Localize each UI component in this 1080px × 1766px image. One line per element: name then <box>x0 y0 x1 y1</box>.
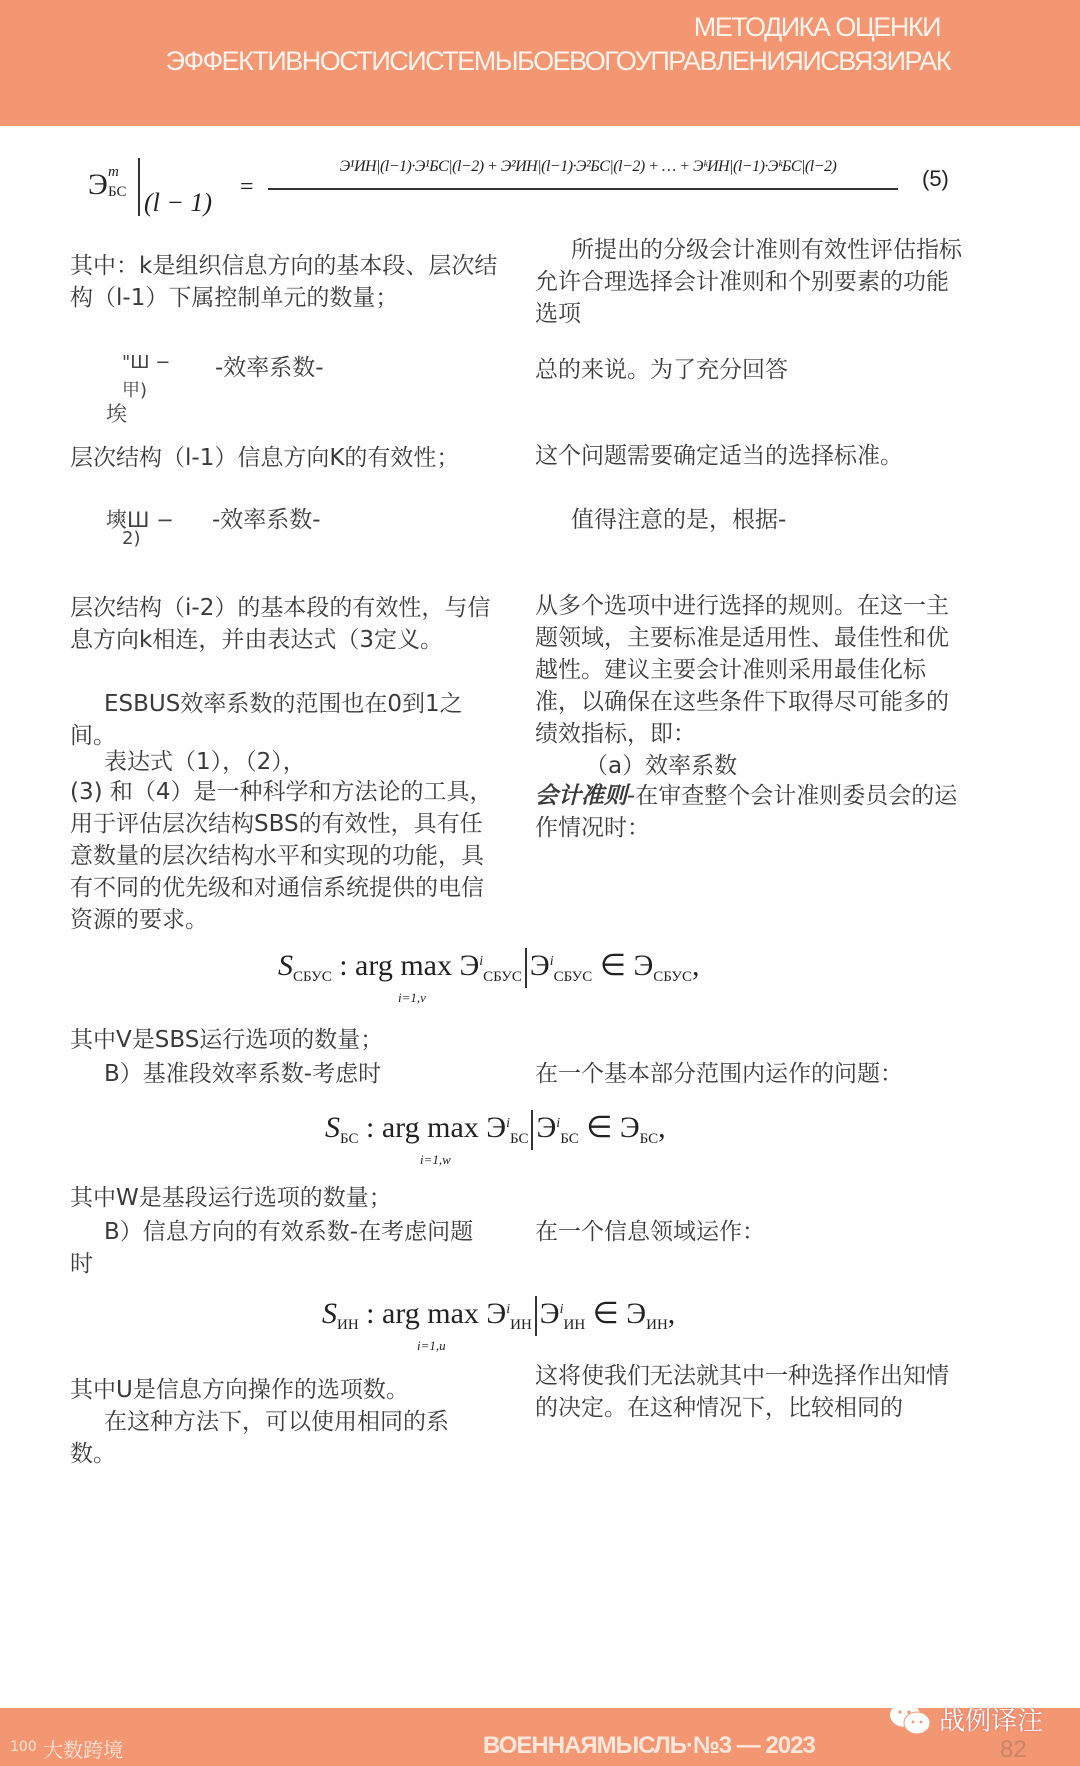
formula-symbol: Э <box>88 168 108 201</box>
section3-paragraph-1: 其中W是基段运行选项的数量； <box>70 1185 392 1211</box>
formula-comma: , <box>691 949 700 982</box>
section4-right: 这将使我们无法就其中一种选择作出知情的决定。在这种情况下，比较相同的 <box>535 1363 949 1421</box>
formula-s: S <box>278 949 293 982</box>
left-paragraph-8: (3) 和（4）是一种科学和方法论的工具，用于评估层次结构SBS的有效性，具有任意数量的层次结构水平和实现的功能，具有不同的优先级和对通信系统提供的电信资源的要求。 <box>70 779 493 933</box>
formula-e: Э <box>459 949 480 982</box>
formula-sub: БС <box>108 184 127 200</box>
formula-in-set: ∈ Э <box>592 1297 647 1330</box>
left-paragraph-2: -效率系数- <box>215 355 324 381</box>
formula-e-sub: СБУС <box>483 969 522 985</box>
formula-e-sub: ИН <box>510 1317 532 1333</box>
formula-e-sub: ИН <box>563 1317 586 1333</box>
left-paragraph-1: 其中：k是组织信息方向的基本段、层次结构（l-1）下属控制单元的数量； <box>70 253 498 311</box>
eval-bar <box>138 158 140 216</box>
brand-logo-icon: 100 <box>10 1739 37 1755</box>
formula-e-sub: БС <box>509 1131 529 1147</box>
formula-comma: , <box>658 1111 666 1144</box>
page-number: 82 <box>1000 1736 1027 1763</box>
formula-in-set: ∈ Э <box>586 1111 640 1144</box>
formula-e-sup: i <box>549 954 554 969</box>
formula-argmax: : arg max <box>366 1111 479 1144</box>
left-paragraph-7: 表达式（1），（2）， <box>104 749 306 775</box>
section3-paragraph-2: B）信息方向的有效系数-在考虑问题时 <box>70 1219 474 1277</box>
formula-numerator: Э¹ИН|(l−1)·Э¹БС|(l−2) + Э²ИН|(l−1)·Э²БС|(l−2) + … + ЭᵏИН|(l−1)·ЭᵏБС|(l−2) <box>339 158 837 175</box>
garbled-symbol-2b: 2) <box>122 528 141 549</box>
brand-name: 大数跨境 <box>43 1738 124 1762</box>
formula-argmax: : arg max <box>366 1297 479 1330</box>
formula-argmax: : arg max <box>339 949 452 982</box>
formula-in-set: ∈ Э <box>599 949 654 982</box>
watermark-brand <box>10 1734 123 1763</box>
right-paragraph-4: 值得注意的是，根据- <box>571 507 787 533</box>
formula-e-sup: i <box>506 1302 511 1317</box>
right-paragraph-2: 总的来说。为了充分回答 <box>535 357 788 383</box>
right-paragraph-6: （a）效率系数 <box>585 753 738 779</box>
page-header <box>0 0 1080 126</box>
formula-index-range: i=1,w <box>420 1152 451 1167</box>
formula-index-range: i=1,v <box>398 990 426 1005</box>
formula-bs <box>325 1110 666 1167</box>
formula-e-sub: СБУС <box>553 969 593 985</box>
wechat-watermark <box>888 1700 1043 1738</box>
right-paragraph-3: 这个问题需要确定适当的选择标准。 <box>535 443 903 469</box>
condition-bar <box>531 1110 533 1150</box>
equation-number: (5) <box>922 166 949 191</box>
formula-s: S <box>325 1111 340 1144</box>
right-paragraph-1: 所提出的分级会计准则有效性评估指标允许合理选择会计准则和个别要素的功能选项 <box>535 237 962 327</box>
journal-title: ВОЕННАЯМЫСЛЬ·№3 — 2023 <box>483 1732 815 1759</box>
header-title-line2: ЭФФЕКТИВНОСТИСИСТЕМЫБОЕВОГОУПРАВЛЕНИЯИСВЯЗИРАК <box>165 46 950 76</box>
formula-comma: , <box>667 1297 676 1330</box>
formula-s-sub: ИН <box>337 1317 359 1333</box>
section3-right: 在一个信息领域运作： <box>535 1219 765 1245</box>
formula-equals: = <box>240 174 254 200</box>
left-paragraph-5: 层次结构（i-2）的基本段的有效性，与信息方向k相连，并由表达式（3定义。 <box>70 595 491 653</box>
formula-5 <box>88 150 968 230</box>
formula-set-sub: ИН <box>646 1317 668 1333</box>
formula-e-sup: i <box>479 954 484 969</box>
formula-set-sub: БС <box>639 1131 659 1147</box>
formula-e: Э <box>486 1111 507 1144</box>
formula-e-sup: i <box>559 1302 564 1317</box>
formula-sup: m <box>108 164 119 180</box>
formula-sbus <box>278 948 700 1005</box>
formula-eval: (l − 1) <box>144 188 213 217</box>
section2-paragraph-1: 其中V是SBS运行选项的数量； <box>70 1027 384 1053</box>
paragraph-text: -在审查整个会计准则委员会的运作情况时： <box>535 783 958 841</box>
formula-e: Э <box>539 1297 560 1330</box>
section4-paragraph-2: 在这种方法下，可以使用相同的系数。 <box>70 1409 449 1467</box>
formula-e: Э <box>536 1111 557 1144</box>
section2-right: 在一个基本部分范围内运作的问题： <box>535 1061 903 1087</box>
condition-bar <box>535 1296 537 1336</box>
condition-bar <box>525 948 527 988</box>
formula-in <box>322 1296 676 1353</box>
formula-e: Э <box>486 1297 507 1330</box>
section4-paragraph-1: 其中U是信息方向操作的选项数。 <box>70 1377 409 1403</box>
left-paragraph-6: ESBUS效率系数的范围也在0到1之间。 <box>70 691 463 749</box>
formula-index-range: i=1,u <box>417 1338 446 1353</box>
formula-e-sup: i <box>556 1116 561 1131</box>
wechat-account-name: 战例译注 <box>939 1706 1044 1737</box>
wechat-icon <box>888 1700 934 1738</box>
italic-term: 会计准则 <box>535 783 627 809</box>
formula-e: Э <box>529 949 550 982</box>
formula-set-sub: СБУС <box>653 969 692 985</box>
formula-s-sub: СБУС <box>293 969 332 985</box>
garbled-symbol-1c: 埃 <box>106 402 127 426</box>
right-paragraph-7 <box>535 780 965 844</box>
garbled-symbol-1a: "Ш − <box>122 352 171 373</box>
fraction-bar <box>268 188 898 190</box>
formula-e-sub: БС <box>560 1131 579 1147</box>
left-paragraph-3: 层次结构（l-1）信息方向K的有效性； <box>70 445 460 471</box>
formula-s-sub: БС <box>340 1131 359 1147</box>
left-paragraph-4: -效率系数- <box>212 507 321 533</box>
right-paragraph-5: 从多个选项中进行选择的规则。在这一主题领域，主要标准是适用性、最佳性和优越性。建议主要会计准则采用最佳化标准，以确保在这些条件下取得尽可能多的绩效指标，即： <box>535 593 949 747</box>
formula-e-sup: i <box>506 1116 510 1131</box>
section2-paragraph-2: B）基准段效率系数-考虑时 <box>104 1061 382 1087</box>
garbled-symbol-2a: 塽Ш − <box>106 508 174 532</box>
formula-s: S <box>322 1297 337 1330</box>
garbled-symbol-1b: 甲) <box>122 380 148 401</box>
header-title-line1: МЕТОДИКА ОЦЕНКИ <box>693 12 940 42</box>
